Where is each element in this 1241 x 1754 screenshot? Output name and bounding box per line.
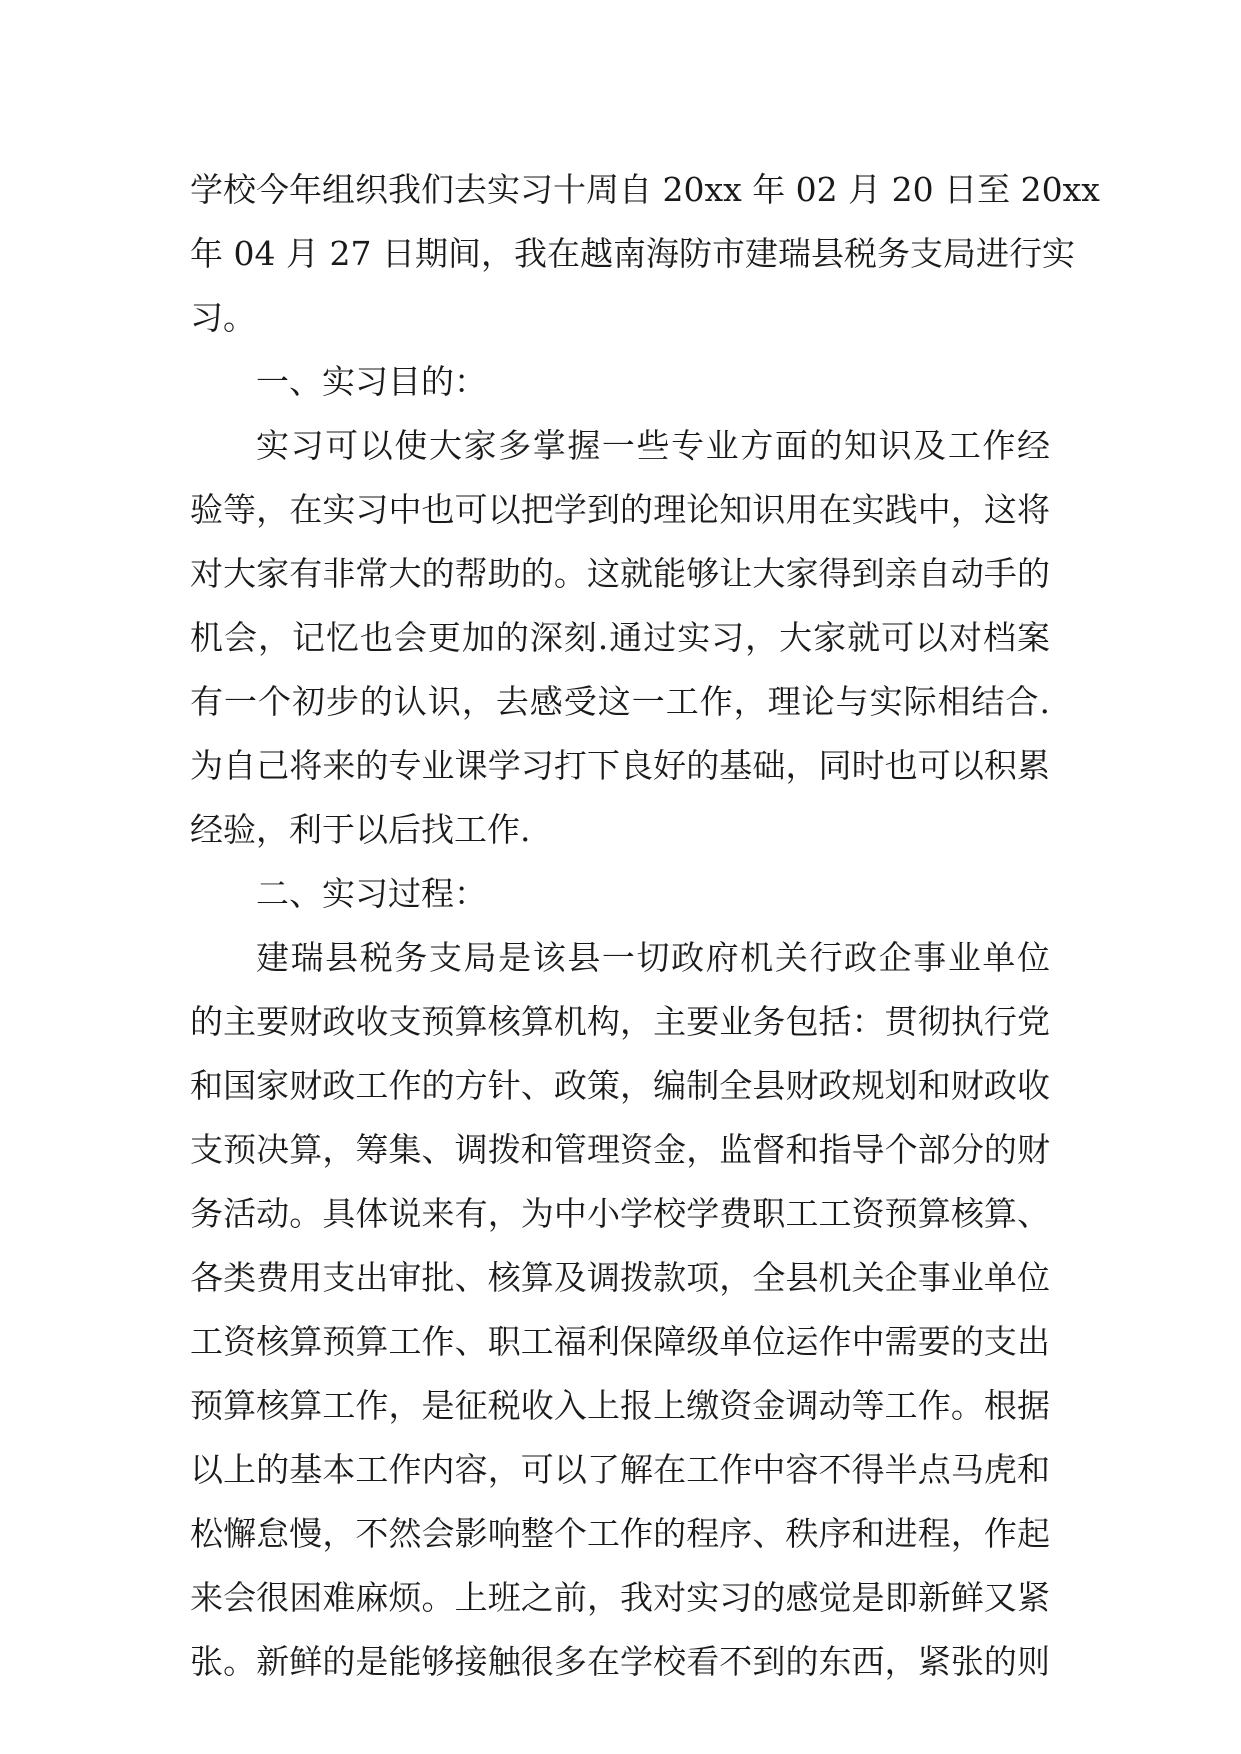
paragraph-line: 习。: [190, 298, 256, 337]
paragraph-line: 预算核算工作，是征税收入上报上缴资金调动等工作。根据: [190, 1386, 1050, 1425]
paragraph-line: 对大家有非常大的帮助的。这就能够让大家得到亲自动手的: [190, 554, 1050, 593]
section-heading-purpose: 一、实习目的：: [256, 362, 487, 401]
section-heading-process: 二、实习过程：: [256, 874, 487, 913]
paragraph-line: 来会很困难麻烦。上班之前，我对实习的感觉是即新鲜又紧: [190, 1578, 1050, 1617]
paragraph-line: 工资核算预算工作、职工福利保障级单位运作中需要的支出: [190, 1322, 1050, 1361]
paragraph-line: 以上的基本工作内容，可以了解在工作中容不得半点马虎和: [190, 1450, 1050, 1489]
paragraph-line: 年 04 月 27 日期间，我在越南海防市建瑞县税务支局进行实: [190, 234, 1075, 273]
paragraph-line: 实习可以使大家多掌握一些专业方面的知识及工作经: [256, 426, 1050, 465]
paragraph-line: 张。新鲜的是能够接触很多在学校看不到的东西，紧张的则: [190, 1642, 1050, 1681]
paragraph-line: 松懈怠慢，不然会影响整个工作的程序、秩序和进程，作起: [190, 1514, 1050, 1553]
paragraph-line: 机会，记忆也会更加的深刻.通过实习，大家就可以对档案: [190, 618, 1050, 657]
paragraph-line: 经验，利于以后找工作.: [190, 810, 531, 849]
document-body: [190, 158, 1100, 1694]
paragraph-line: 各类费用支出审批、核算及调拨款项，全县机关企事业单位: [190, 1258, 1050, 1297]
paragraph-line: 为自己将来的专业课学习打下良好的基础，同时也可以积累: [190, 746, 1050, 785]
paragraph-line: 建瑞县税务支局是该县一切政府机关行政企事业单位: [256, 938, 1050, 977]
paragraph-line: 学校今年组织我们去实习十周自 20xx 年 02 月 20 日至 20xx: [190, 170, 1100, 209]
paragraph-line: 务活动。具体说来有，为中小学校学费职工工资预算核算、: [190, 1194, 1050, 1233]
paragraph-line: 验等，在实习中也可以把学到的理论知识用在实践中，这将: [190, 490, 1050, 529]
paragraph-line: 支预决算，筹集、调拨和管理资金，监督和指导个部分的财: [190, 1130, 1050, 1169]
paragraph-line: 的主要财政收支预算核算机构，主要业务包括：贯彻执行党: [190, 1002, 1050, 1041]
paragraph-line: 有一个初步的认识，去感受这一工作，理论与实际相结合.: [190, 682, 1050, 721]
paragraph-line: 和国家财政工作的方针、政策，编制全县财政规划和财政收: [190, 1066, 1050, 1105]
